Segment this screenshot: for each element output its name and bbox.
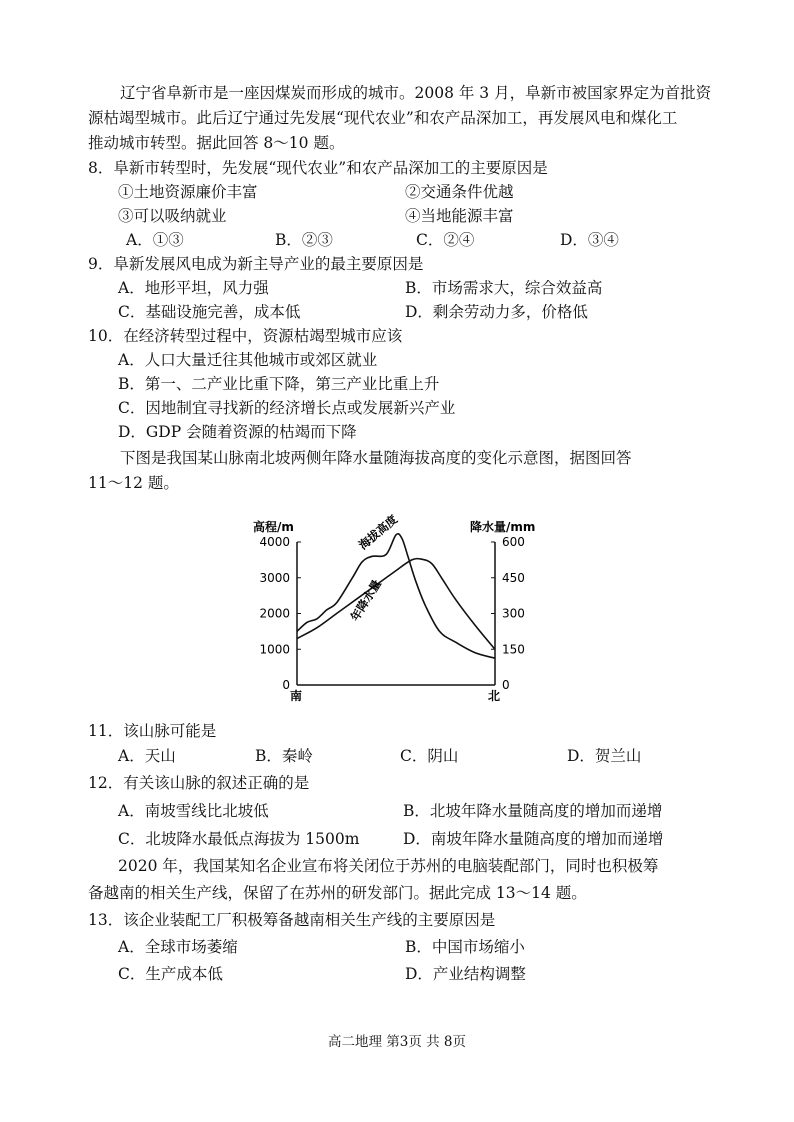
left-tick-label: 3000	[259, 570, 290, 585]
q11-option-d: D．贺兰山	[567, 747, 642, 765]
q12-option-a: A．南坡雪线比北坡低	[118, 802, 269, 820]
passage2-line2: 11～12 题。	[88, 474, 179, 492]
q13-option-b: B．中国市场缩小	[405, 938, 525, 956]
right-tick-label: 600	[502, 535, 525, 549]
q8-option-d: D．③④	[560, 231, 619, 249]
left-tick-label: 1000	[259, 642, 290, 657]
q8-item-1: ①土地资源廉价丰富	[118, 183, 258, 201]
q10-option-a: A．人口大量迁往其他城市或郊区就业	[118, 351, 378, 369]
left-tick-label: 2000	[259, 606, 290, 621]
q8-option-c: C．②④	[416, 231, 475, 249]
q11-stem: 11．该山脉可能是	[88, 722, 217, 740]
passage1-line3: 推动城市转型。据此回答 8～10 题。	[88, 134, 345, 152]
precipitation-line	[297, 559, 495, 650]
q8-item-4: ④当地能源丰富	[405, 207, 514, 225]
passage3-line2: 备越南的相关生产线，保留了在苏州的研发部门。据此完成 13～14 题。	[88, 884, 587, 902]
q10-option-c: C．因地制宜寻找新的经济增长点或发展新兴产业	[118, 399, 456, 417]
q11-option-a: A．天山	[118, 747, 176, 765]
q8-item-3: ③可以吸纳就业	[118, 207, 227, 225]
left-tick-label: 4000	[259, 535, 290, 549]
x-start-label: 南	[290, 689, 303, 703]
q9-option-d: D．剩余劳动力多，价格低	[405, 303, 588, 321]
passage2-line1: 下图是我国某山脉南北坡两侧年降水量随海拔高度的变化示意图，据图回答	[120, 449, 632, 467]
q9-stem: 9．阜新发展风电成为新主导产业的最主要原因是	[88, 255, 424, 273]
q8-option-a: A．①③	[126, 231, 184, 249]
right-tick-label: 300	[502, 606, 525, 621]
q8-item-2: ②交通条件优越	[405, 183, 514, 201]
q10-option-b: B．第一、二产业比重下降，第三产业比重上升	[118, 375, 440, 393]
q12-option-c: C．北坡降水最低点海拔为 1500m	[118, 830, 360, 848]
q12-option-d: D．南坡年降水量随高度的增加而递增	[403, 830, 664, 848]
passage1-line2: 源枯竭型城市。此后辽宁通过先发展“现代农业”和农产品深加工，再发展风电和煤化工	[88, 109, 678, 127]
right-axis-label: 降水量/mm	[470, 520, 536, 534]
right-tick-label: 450	[502, 570, 525, 585]
q12-stem: 12．有关该山脉的叙述正确的是	[88, 774, 310, 792]
page-footer: 高二地理 第3页 共 8页	[327, 1034, 467, 1050]
left-axis-label: 高程/m	[253, 520, 294, 534]
q8-stem: 8．阜新市转型时，先发展“现代农业”和农产品深加工的主要原因是	[88, 159, 548, 177]
q12-option-b: B．北坡年降水量随高度的增加而递增	[403, 802, 663, 820]
q11-option-c: C．阴山	[400, 747, 459, 765]
right-tick-label: 150	[502, 642, 525, 657]
left-tick-label: 0	[282, 678, 290, 692]
q9-option-c: C．基础设施完善，成本低	[118, 303, 301, 321]
q13-option-c: C．生产成本低	[118, 965, 223, 983]
elevation-precipitation-chart	[250, 512, 550, 707]
q10-option-d: D．GDP 会随着资源的枯竭而下降	[118, 423, 357, 441]
x-end-label: 北	[488, 689, 501, 703]
q9-option-a: A．地形平坦，风力强	[118, 279, 269, 297]
q13-stem: 13．该企业装配工厂积极筹备越南相关生产线的主要原因是	[88, 911, 496, 929]
q13-option-d: D．产业结构调整	[405, 965, 526, 983]
precipitation-series-label: 年降水量	[347, 577, 384, 624]
q8-option-b: B．②③	[275, 231, 333, 249]
elevation-line	[297, 534, 495, 658]
elevation-series-label: 海拔高度	[355, 512, 401, 553]
passage1-line1: 辽宁省阜新市是一座因煤炭而形成的城市。2008 年 3 月，阜新市被国家界定为首批资	[120, 84, 712, 102]
q10-stem: 10．在经济转型过程中，资源枯竭型城市应该	[88, 327, 403, 345]
passage3-line1: 2020 年，我国某知名企业宣布将关闭位于苏州的电脑装配部门，同时也积极筹	[118, 857, 659, 875]
q11-option-b: B．秦岭	[255, 747, 313, 765]
q9-option-b: B．市场需求大，综合效益高	[405, 279, 603, 297]
q13-option-a: A．全球市场萎缩	[118, 938, 238, 956]
right-tick-label: 0	[502, 678, 510, 692]
